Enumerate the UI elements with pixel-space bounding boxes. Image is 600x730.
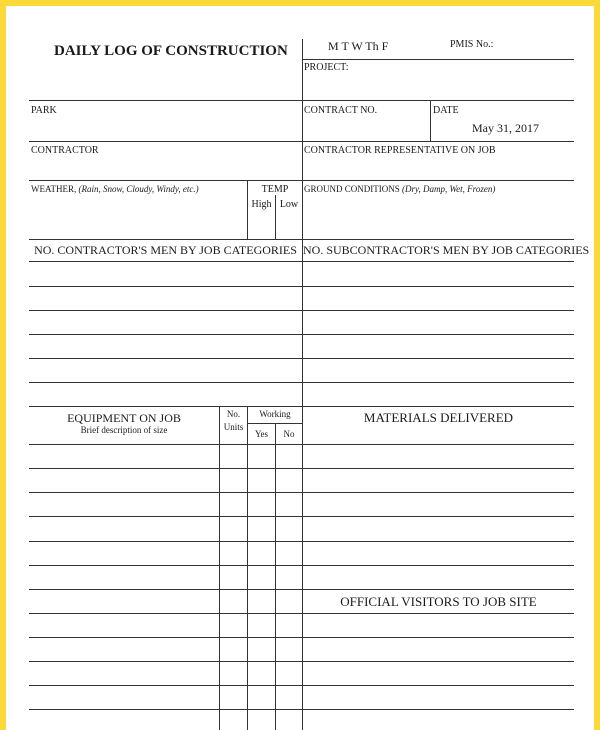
table-row: [29, 516, 302, 517]
working-no-label: No: [283, 429, 295, 439]
table-row: [303, 709, 574, 710]
table-row: [29, 468, 302, 469]
table-row: [29, 382, 574, 383]
contractor-field[interactable]: [31, 156, 299, 178]
table-row: [29, 589, 302, 590]
table-row: [303, 468, 574, 469]
table-row: [303, 637, 574, 638]
table-row: [29, 685, 302, 686]
row-rule: [29, 180, 574, 181]
table-row: [29, 261, 574, 262]
weekday-selector[interactable]: M T W Th F: [328, 39, 389, 53]
date-divider: [430, 100, 431, 141]
contractor-rep-label: CONTRACTOR REPRESENTATIVE ON JOB: [304, 145, 496, 156]
header-rule: [302, 59, 574, 60]
equipment-heading: EQUIPMENT ON JOB: [67, 411, 181, 425]
form-title: DAILY LOG OF CONSTRUCTION: [54, 43, 288, 59]
table-row: [29, 444, 302, 445]
subcontractor-men-heading: NO. SUBCONTRACTOR'S MEN BY JOB CATEGORIES: [303, 243, 590, 257]
ground-conditions-field[interactable]: [304, 196, 574, 236]
contract-no-label: CONTRACT NO.: [304, 105, 378, 116]
row-rule: [29, 141, 574, 142]
table-row: [303, 589, 574, 590]
table-row: [303, 565, 574, 566]
table-row: [303, 661, 574, 662]
row-rule: [29, 100, 574, 101]
table-row: [29, 492, 302, 493]
units-column-line: [219, 406, 220, 730]
table-row: [303, 444, 574, 445]
table-row: [29, 541, 302, 542]
no-column-line: [275, 423, 276, 730]
equipment-subheading: Brief description of size: [80, 425, 168, 435]
temp-low-label: Low: [279, 199, 299, 210]
pmis-label: PMIS No.:: [450, 39, 494, 50]
center-divider: [302, 39, 303, 730]
row-rule: [29, 239, 574, 240]
table-row: [303, 492, 574, 493]
contractor-label: CONTRACTOR: [31, 145, 99, 156]
date-value[interactable]: May 31, 2017: [472, 121, 539, 135]
materials-heading: MATERIALS DELIVERED: [363, 410, 514, 425]
visitors-heading: OFFICIAL VISITORS TO JOB SITE: [340, 594, 537, 609]
construction-log-form: [6, 6, 594, 730]
table-row: [29, 637, 302, 638]
table-row: [303, 541, 574, 542]
temp-label: TEMP: [261, 184, 289, 195]
units-number-label: No.: [226, 409, 241, 419]
date-label: DATE: [433, 105, 459, 116]
table-row: [29, 565, 302, 566]
table-row: [29, 286, 574, 287]
weather-label: WEATHER, (Rain, Snow, Cloudy, Windy, etc.): [31, 184, 199, 194]
park-label: PARK: [31, 105, 57, 116]
contractor-men-heading: NO. CONTRACTOR'S MEN BY JOB CATEGORIES: [34, 243, 297, 257]
working-yes-label: Yes: [254, 429, 269, 439]
contractor-rep-field[interactable]: [304, 156, 574, 178]
table-row: [29, 406, 574, 407]
project-field[interactable]: [304, 74, 574, 100]
yes-column-line: [247, 406, 248, 730]
table-row: [29, 334, 574, 335]
table-row: [303, 516, 574, 517]
table-row: [29, 310, 574, 311]
table-row: [303, 685, 574, 686]
table-row: [29, 613, 302, 614]
table-row: [29, 358, 574, 359]
table-row: [303, 613, 574, 614]
temp-high-label: High: [251, 199, 272, 210]
contract-no-field[interactable]: [304, 116, 428, 140]
table-row: [29, 661, 302, 662]
units-label: Units: [223, 422, 244, 432]
project-label: PROJECT:: [304, 62, 349, 73]
ground-conditions-label: GROUND CONDITIONS (Dry, Damp, Wet, Frozen): [304, 184, 496, 194]
table-row: [29, 709, 302, 710]
working-label: Working: [259, 409, 291, 419]
weather-field[interactable]: [31, 196, 245, 236]
park-field[interactable]: [31, 116, 299, 140]
